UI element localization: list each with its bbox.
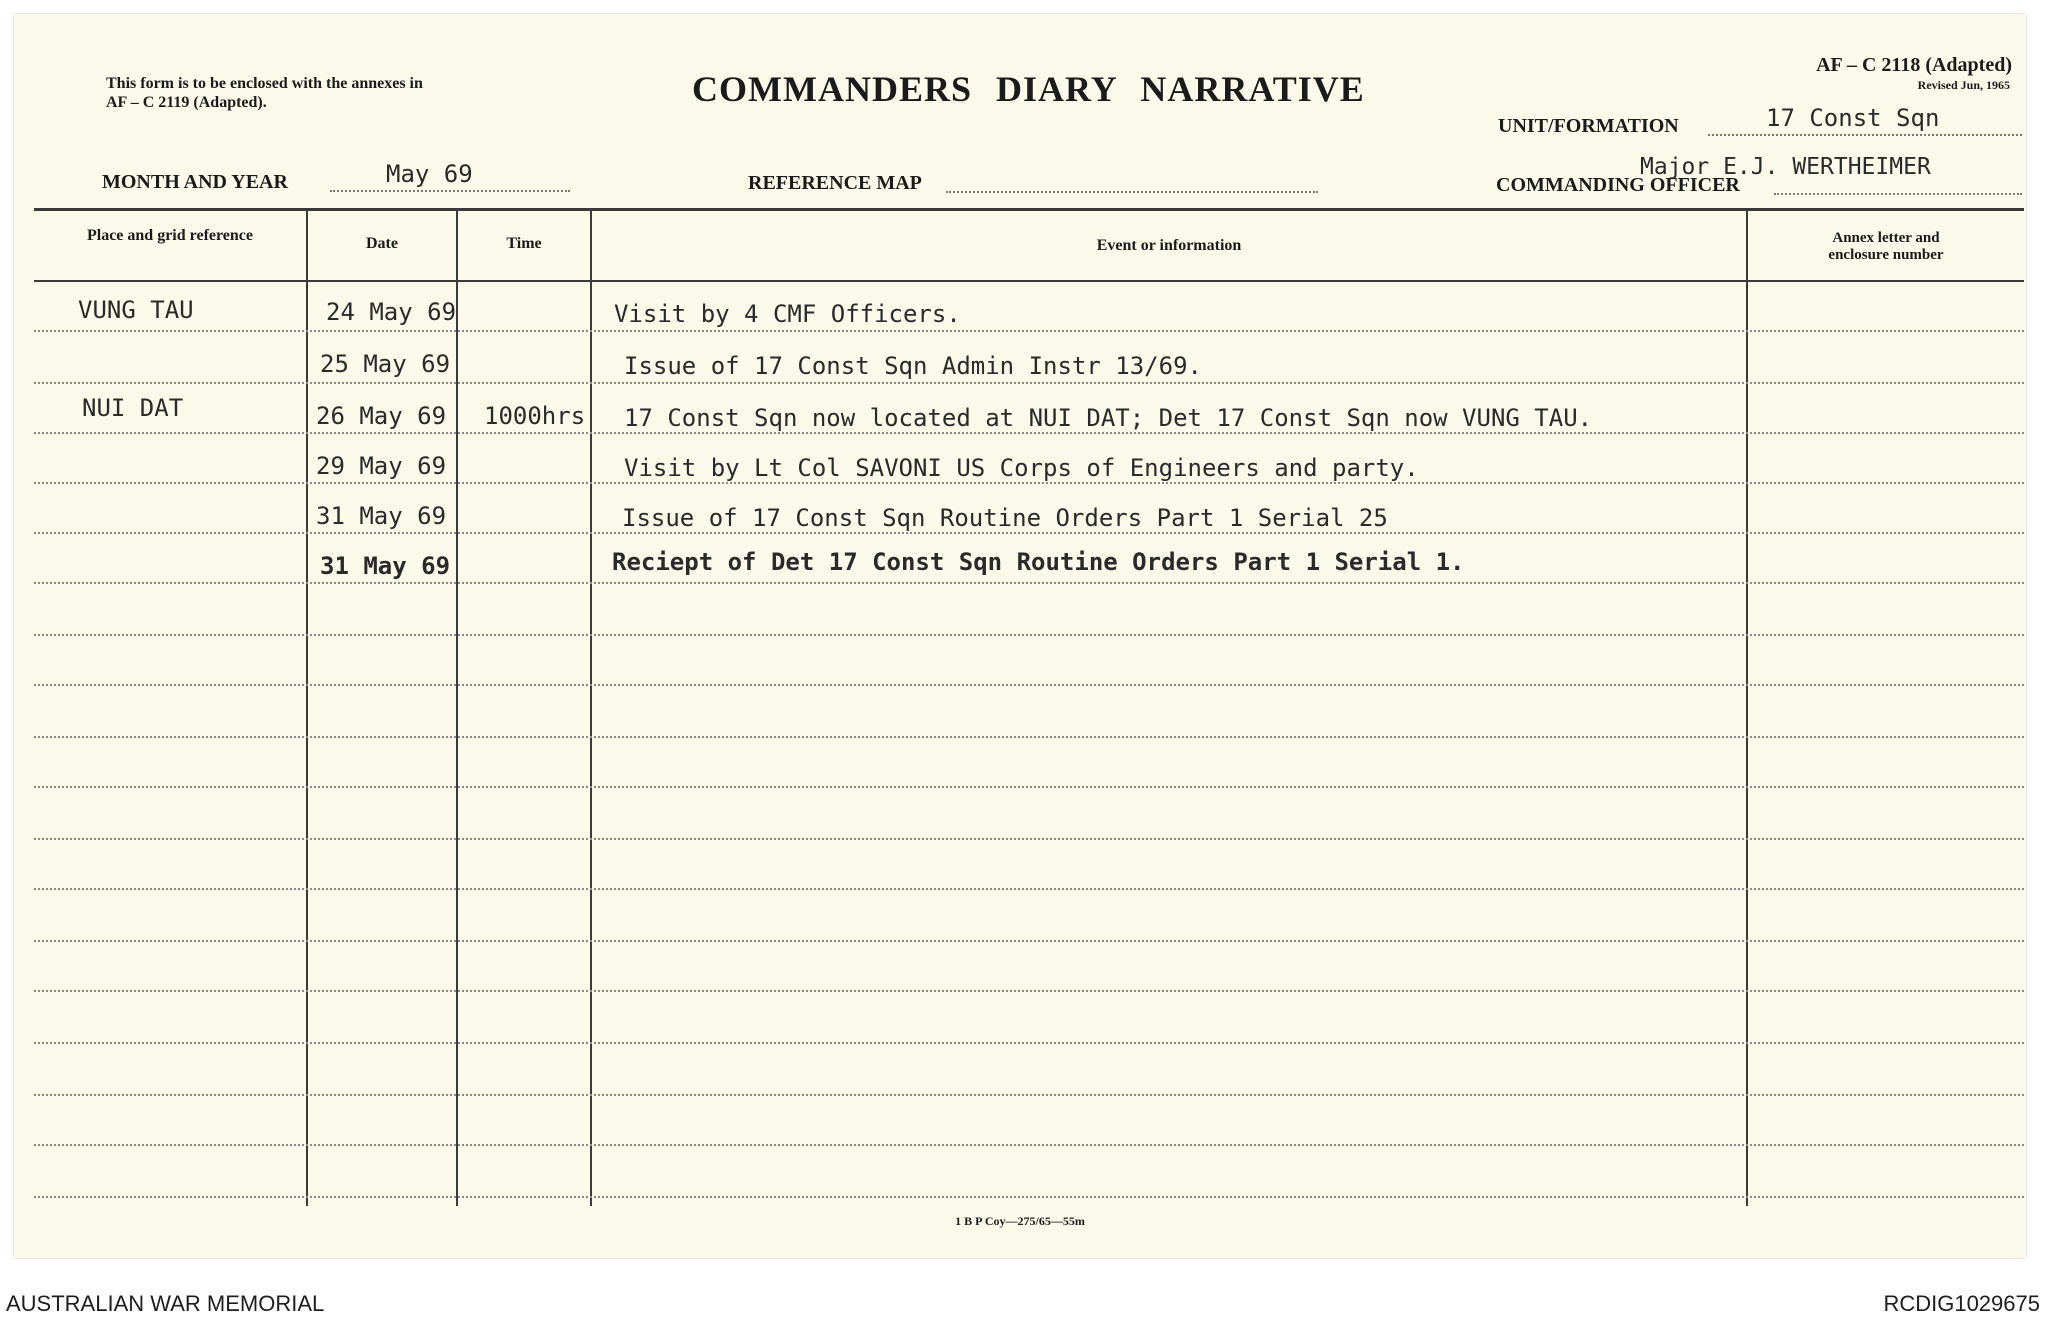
unit-dotted-line	[1708, 134, 2022, 136]
archive-id: RCDIG1029675	[1883, 1291, 2040, 1316]
column-divider-place	[306, 210, 308, 1206]
row-date: 31 May 69	[320, 552, 451, 580]
unit-value: 17 Const Sqn	[1766, 104, 1940, 132]
row-line	[34, 990, 2024, 992]
revised-date: Revised Jun, 1965	[1917, 78, 2010, 92]
diary-sheet	[14, 14, 2026, 1258]
header-rule	[34, 208, 2024, 211]
row-line	[34, 382, 2024, 384]
row-date: 25 May 69	[320, 350, 451, 378]
row-line	[34, 330, 2024, 332]
row-line	[34, 634, 2024, 636]
month-label: MONTH AND YEAR	[102, 171, 288, 193]
row-line	[34, 940, 2024, 942]
row-time: 1000hrs	[484, 402, 586, 430]
co-dotted-line	[1774, 193, 2022, 195]
row-event: Issue of 17 Const Sqn Routine Orders Part 1 Serial 25	[622, 504, 1388, 532]
column-header-annex: Annex letter and enclosure number	[1828, 230, 1944, 263]
row-line	[34, 838, 2024, 840]
month-dotted-line	[330, 190, 570, 192]
row-date: 31 May 69	[316, 502, 447, 530]
row-event: Visit by Lt Col SAVONI US Corps of Engineers and party.	[624, 454, 1419, 482]
page-title: COMMANDERS DIARY NARRATIVE	[692, 69, 1365, 109]
co-label: COMMANDING OFFICER	[1496, 174, 1740, 196]
column-header-time: Time	[506, 235, 542, 252]
column-divider-date	[456, 210, 458, 1206]
map-label: REFERENCE MAP	[748, 172, 922, 194]
row-line	[34, 482, 2024, 484]
column-divider-time	[590, 210, 592, 1206]
column-header-date: Date	[366, 235, 398, 252]
row-line	[34, 432, 2024, 434]
row-line	[34, 684, 2024, 686]
archive-name: AUSTRALIAN WAR MEMORIAL	[6, 1291, 325, 1316]
form-number: AF – C 2118 (Adapted)	[1816, 54, 2012, 76]
row-date: 26 May 69	[316, 402, 447, 430]
row-date: 24 May 69	[326, 298, 457, 326]
row-place: VUNG TAU	[78, 296, 194, 324]
column-divider-event	[1746, 210, 1748, 1206]
row-line	[34, 786, 2024, 788]
row-event: Issue of 17 Const Sqn Admin Instr 13/69.	[624, 352, 1202, 380]
row-line	[34, 736, 2024, 738]
column-header-event: Event or information	[1096, 237, 1242, 254]
unit-label: UNIT/FORMATION	[1498, 115, 1679, 137]
row-event: Visit by 4 CMF Officers.	[614, 300, 961, 328]
co-value: Major E.J. WERTHEIMER	[1640, 154, 1931, 180]
row-line	[34, 1042, 2024, 1044]
row-line	[34, 1094, 2024, 1096]
row-line	[34, 1196, 2024, 1198]
map-dotted-line	[946, 191, 1318, 193]
printer-imprint: 1 B P Coy—275/65—55m	[955, 1214, 1085, 1228]
row-line	[34, 532, 2024, 534]
row-line	[34, 582, 2024, 584]
row-place: NUI DAT	[82, 394, 184, 422]
row-event: 17 Const Sqn now located at NUI DAT; Det 17 Const Sqn now VUNG TAU.	[624, 404, 1593, 432]
row-line	[34, 888, 2024, 890]
row-date: 29 May 69	[316, 452, 447, 480]
month-value: May 69	[386, 160, 473, 188]
column-header-place: Place and grid reference	[86, 227, 254, 244]
form-note: This form is to be enclosed with the annexes in AF – C 2119 (Adapted).	[106, 75, 423, 111]
row-line	[34, 1144, 2024, 1146]
row-event: Reciept of Det 17 Const Sqn Routine Orders Part 1 Serial 1.	[612, 548, 1465, 576]
column-header-rule	[34, 280, 2024, 282]
